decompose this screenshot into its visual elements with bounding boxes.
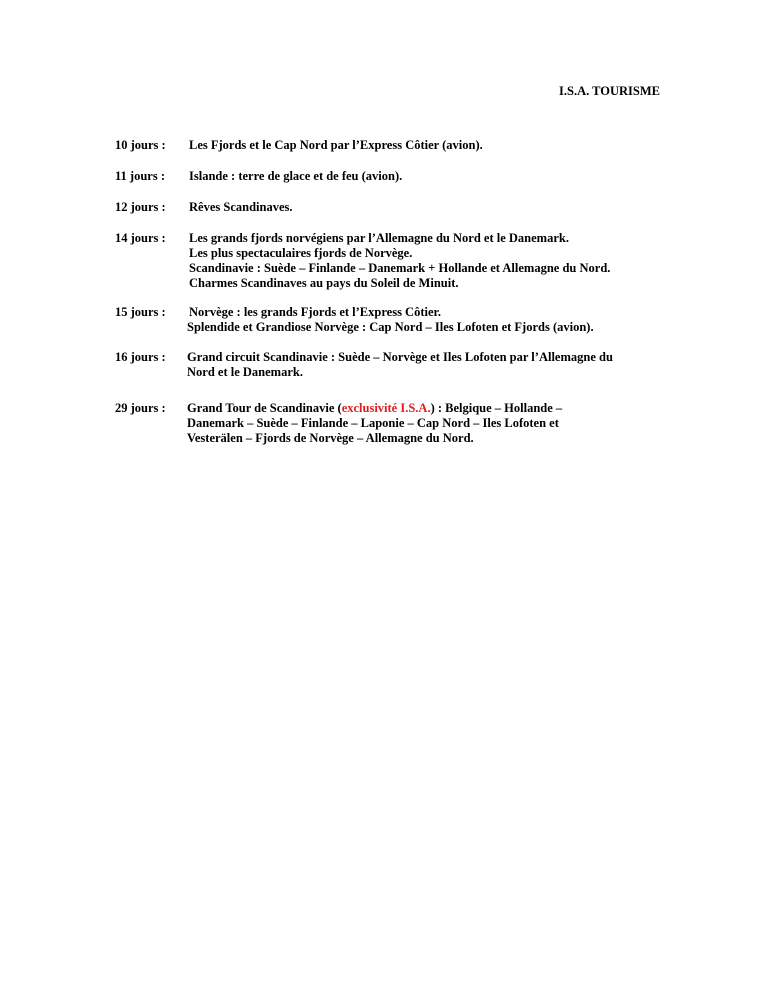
tour-description — [187, 401, 707, 446]
duration-label: 10 jours : — [115, 138, 166, 152]
duration-label: 15 jours : — [115, 305, 166, 319]
tour-description — [189, 200, 709, 215]
duration-label: 14 jours : — [115, 231, 166, 245]
tour-title-end: ) : Belgique – Hollande – — [430, 401, 563, 415]
duration-label: 29 jours : — [115, 401, 166, 415]
tour-title-line: Danemark – Suède – Finlande – Laponie – Cap Nord – Iles Lofoten et — [187, 416, 559, 430]
tour-title-line: Grand circuit Scandinavie : Suède – Norvège et Iles Lofoten par l’Allemagne du — [187, 350, 613, 364]
tour-title-line — [187, 401, 707, 416]
tour-title: Islande : terre de glace et de feu (avion). — [189, 169, 403, 183]
tour-title: Norvège : les grands Fjords et l’Express Côtier. — [189, 305, 442, 319]
company-header: I.S.A. TOURISME — [559, 84, 660, 98]
tour-title: Les Fjords et le Cap Nord par l’Express Côtier (avion). — [189, 138, 483, 152]
tour-description — [189, 169, 709, 184]
tour-title-line: Vesterälen – Fjords de Norvège – Allemagne du Nord. — [187, 431, 474, 445]
tour-description — [189, 138, 709, 153]
tour-title: Splendide et Grandiose Norvège : Cap Nord – Iles Lofoten et Fjords (avion). — [187, 320, 594, 334]
tour-title: Scandinavie : Suède – Finlande – Danemark + Hollande et Allemagne du Nord. — [189, 261, 611, 275]
duration-label: 12 jours : — [115, 200, 166, 214]
tour-description — [187, 350, 707, 380]
tour-title: Les grands fjords norvégiens par l’Allemagne du Nord et le Danemark. — [189, 231, 569, 245]
tour-description — [189, 231, 709, 291]
tour-title: Rêves Scandinaves. — [189, 200, 293, 214]
tour-title: Les plus spectaculaires fjords de Norvège. — [189, 246, 413, 260]
exclusive-highlight: exclusivité I.S.A. — [341, 401, 431, 415]
tour-title: Charmes Scandinaves au pays du Soleil de Minuit. — [189, 276, 459, 290]
tour-title-start: Grand Tour de Scandinavie ( — [187, 401, 342, 415]
tour-description — [189, 305, 709, 335]
duration-label: 16 jours : — [115, 350, 166, 364]
duration-label: 11 jours : — [115, 169, 165, 183]
tour-title-line: Nord et le Danemark. — [187, 365, 303, 379]
